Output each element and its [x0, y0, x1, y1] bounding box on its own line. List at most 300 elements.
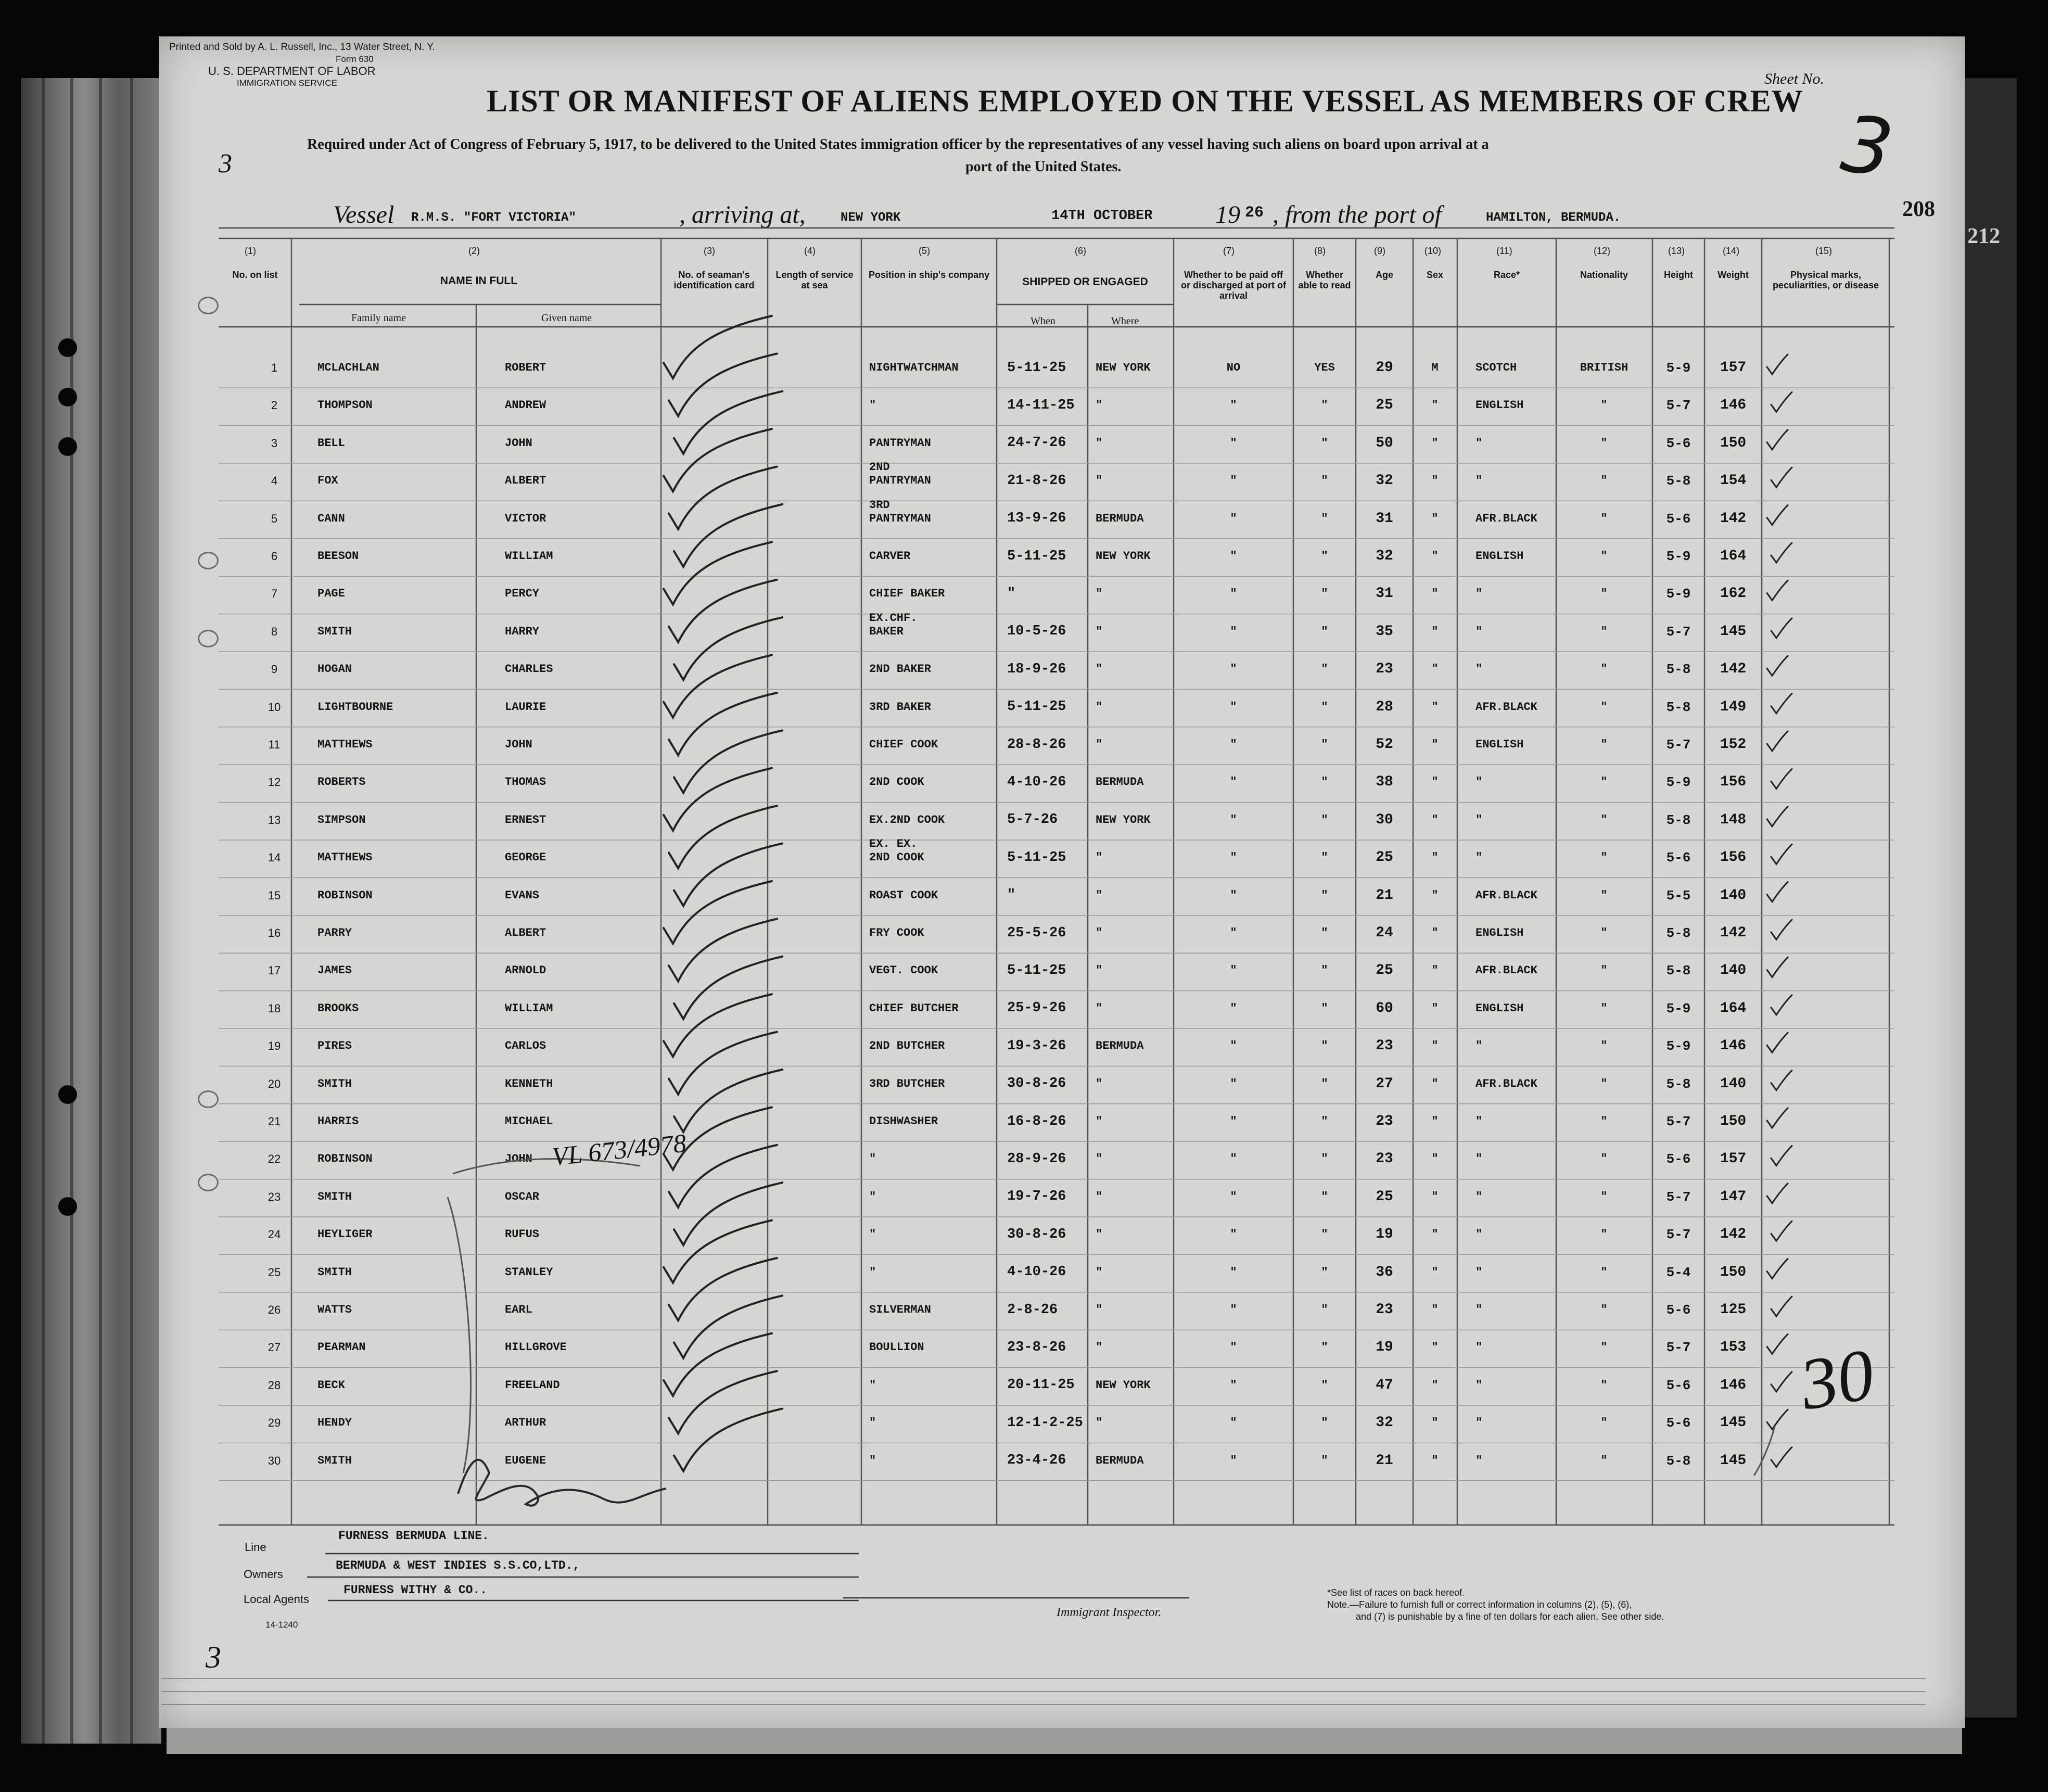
cell-when: 12-1-2-25	[1007, 1415, 1083, 1431]
cell-paid: "	[1230, 1454, 1237, 1467]
column-number: (15)	[1815, 246, 1833, 256]
cell-family: BECK	[317, 1378, 345, 1392]
cell-paid: "	[1230, 964, 1237, 977]
column-number: (6)	[1075, 246, 1086, 256]
cell-family: PARRY	[317, 926, 352, 939]
cell-nat: "	[1600, 851, 1608, 865]
cell-height: 5-9	[1666, 1000, 1691, 1016]
cell-nat: "	[1600, 1341, 1608, 1354]
cell-where: "	[1096, 1077, 1103, 1090]
cell-no: 1	[271, 361, 278, 374]
cell-family: FOX	[317, 474, 338, 488]
cell-pos2: "	[869, 1228, 876, 1241]
cell-family: WATTS	[317, 1303, 352, 1316]
cell-paid: "	[1230, 700, 1237, 714]
cell-paid: "	[1230, 1039, 1237, 1053]
cell-family: HEYLIGER	[317, 1228, 373, 1241]
cell-age: 35	[1376, 623, 1393, 640]
cell-given: ALBERT	[505, 926, 546, 939]
column-header: Nationality	[1580, 270, 1628, 280]
cell-height: 5-4	[1666, 1264, 1691, 1280]
cell-sex: "	[1431, 1378, 1439, 1392]
cell-no: 10	[268, 700, 281, 714]
cell-when: 4-10-26	[1007, 774, 1066, 790]
cell-pos2: "	[869, 1454, 876, 1467]
cell-age: 23	[1376, 1151, 1393, 1167]
cell-no: 25	[268, 1265, 281, 1279]
cell-nat: "	[1600, 625, 1608, 638]
cell-age: 27	[1376, 1075, 1393, 1092]
cell-paid: "	[1230, 888, 1237, 902]
column-header: Whether to be paid off or discharged at port of arrival	[1180, 270, 1287, 301]
cell-pos2: BAKER	[869, 625, 904, 638]
cell-given: VICTOR	[505, 512, 546, 525]
cell-given: CHARLES	[505, 663, 553, 676]
cell-weight: 157	[1720, 360, 1747, 376]
cell-given: LAURIE	[505, 700, 546, 714]
column-header: Height	[1664, 270, 1693, 280]
cell-height: 5-6	[1666, 1302, 1691, 1318]
cell-height: 5-6	[1666, 1415, 1691, 1431]
cell-paid: "	[1230, 512, 1237, 525]
cell-age: 25	[1376, 1188, 1393, 1205]
cell-weight: 152	[1720, 736, 1747, 753]
cell-height: 5-6	[1666, 850, 1691, 866]
cell-pos2: VEGT. COOK	[869, 964, 938, 977]
cell-no: 21	[268, 1115, 281, 1128]
cell-age: 28	[1376, 698, 1393, 715]
cell-paid: "	[1230, 1152, 1237, 1166]
cell-race: "	[1475, 1378, 1483, 1392]
cell-pos2: SILVERMAN	[869, 1303, 931, 1316]
subheader-given-name: Given name	[541, 312, 592, 324]
cell-height: 5-6	[1666, 1151, 1691, 1167]
column-header: Weight	[1718, 270, 1749, 280]
cell-race: AFR.BLACK	[1475, 512, 1537, 525]
cell-nat: "	[1600, 738, 1608, 751]
cell-sex: "	[1431, 776, 1439, 789]
cell-nat: "	[1600, 474, 1608, 488]
cell-when: 19-3-26	[1007, 1038, 1066, 1054]
cell-nat: "	[1600, 399, 1608, 412]
cell-height: 5-7	[1666, 1340, 1691, 1356]
cell-sex: "	[1431, 663, 1439, 676]
cell-age: 31	[1376, 510, 1393, 527]
form-number: 14-1240	[265, 1620, 298, 1630]
cell-where: "	[1096, 474, 1103, 488]
cell-pos2: 2ND COOK	[869, 776, 924, 789]
cell-age: 50	[1376, 435, 1393, 451]
page-subtitle: Required under Act of Congress of February 5, 1917, to be delivered to the United States immigration officer by the representatives of any vessel having such aliens on board upon arrival at a	[307, 136, 1489, 152]
cell-age: 31	[1376, 586, 1393, 602]
cell-weight: 149	[1720, 698, 1747, 715]
cell-race: ENGLISH	[1475, 1001, 1524, 1015]
cell-no: 18	[268, 1001, 281, 1015]
cell-pos2: 2ND BAKER	[869, 663, 931, 676]
cell-when: 5-11-25	[1007, 962, 1066, 978]
cell-height: 5-8	[1666, 812, 1691, 828]
cell-weight: 157	[1720, 1151, 1747, 1167]
cell-nat: "	[1600, 1454, 1608, 1467]
cell-race: ENGLISH	[1475, 926, 1524, 939]
cell-where: "	[1096, 1115, 1103, 1128]
cell-family: SMITH	[317, 1077, 352, 1090]
cell-when: 5-11-25	[1007, 849, 1066, 866]
cell-pos2: 3RD BUTCHER	[869, 1077, 945, 1090]
cell-pos2: ROAST COOK	[869, 888, 938, 902]
left-margin-number: 3	[219, 149, 232, 179]
cell-when: 30-8-26	[1007, 1226, 1066, 1242]
cell-no: 9	[271, 663, 278, 676]
column-header: Whether able to read	[1298, 270, 1351, 290]
sheet-number-label: Sheet No.	[1764, 70, 1824, 87]
cell-age: 29	[1376, 360, 1393, 376]
cell-where: BERMUDA	[1096, 1039, 1144, 1053]
cell-race: ENGLISH	[1475, 738, 1524, 751]
cell-read: "	[1321, 1341, 1328, 1354]
cell-nat: "	[1600, 1378, 1608, 1392]
cell-paid: "	[1230, 1341, 1237, 1354]
cell-read: "	[1321, 1001, 1328, 1015]
cell-read: "	[1321, 1454, 1328, 1467]
cell-age: 25	[1376, 397, 1393, 414]
cell-sex: "	[1431, 512, 1439, 525]
cell-given: RUFUS	[505, 1228, 540, 1241]
column-number: (1)	[245, 246, 256, 256]
column-number: (14)	[1723, 246, 1740, 256]
cell-age: 21	[1376, 1452, 1393, 1469]
cell-weight: 154	[1720, 473, 1747, 489]
cell-given: ARTHUR	[505, 1416, 546, 1430]
cell-where: "	[1096, 399, 1103, 412]
cell-sex: "	[1431, 926, 1439, 939]
cell-nat: "	[1600, 964, 1608, 977]
cell-paid: NO	[1226, 361, 1241, 374]
cell-weight: 140	[1720, 962, 1747, 979]
cell-given: MICHAEL	[505, 1115, 553, 1128]
cell-read: "	[1321, 738, 1328, 751]
cell-where: "	[1096, 1001, 1103, 1015]
cell-weight: 147	[1720, 1188, 1747, 1205]
cell-read: "	[1321, 1378, 1328, 1392]
cell-where: "	[1096, 964, 1103, 977]
cell-pos1: 3RD	[869, 498, 890, 512]
cell-weight: 145	[1720, 1452, 1747, 1469]
cell-race: "	[1475, 1152, 1483, 1166]
cell-sex: "	[1431, 474, 1439, 488]
cell-where: "	[1096, 1190, 1103, 1203]
cell-read: "	[1321, 1152, 1328, 1166]
stamped-page-number: 208	[1902, 197, 1935, 221]
cell-read: "	[1321, 1039, 1328, 1053]
cell-sex: "	[1431, 700, 1439, 714]
cell-family: MATTHEWS	[317, 851, 373, 865]
cell-when: 14-11-25	[1007, 397, 1075, 413]
cell-when: 24-7-26	[1007, 435, 1066, 451]
cell-race: "	[1475, 1115, 1483, 1128]
cell-age: 23	[1376, 1113, 1393, 1129]
cell-pos2: PANTRYMAN	[869, 474, 931, 488]
cell-nat: BRITISH	[1580, 361, 1629, 374]
cell-no: 27	[268, 1341, 281, 1354]
cell-when: 21-8-26	[1007, 473, 1066, 489]
cell-when: 28-8-26	[1007, 736, 1066, 753]
cell-pos2: CHIEF COOK	[869, 738, 938, 751]
fine-note: Note.—Failure to furnish full or correct information in columns (2), (5), (6),	[1327, 1599, 1632, 1610]
cell-pos2: BOULLION	[869, 1341, 924, 1354]
cell-read: "	[1321, 1077, 1328, 1090]
cell-race: "	[1475, 1190, 1483, 1203]
subheader-family-name: Family name	[351, 312, 406, 324]
cell-when: 5-11-25	[1007, 360, 1066, 376]
handwritten-total: 30	[1794, 1333, 1880, 1426]
cell-when: 20-11-25	[1007, 1377, 1075, 1393]
cell-weight: 142	[1720, 661, 1747, 678]
cell-race: ENGLISH	[1475, 399, 1524, 412]
cell-paid: "	[1230, 1115, 1237, 1128]
cell-height: 5-9	[1666, 1038, 1691, 1054]
cell-height: 5-8	[1666, 963, 1691, 979]
stamped-page-number: 212	[1967, 224, 2000, 248]
cell-given: JOHN	[505, 1152, 532, 1166]
cell-when: 23-8-26	[1007, 1339, 1066, 1355]
cell-paid: "	[1230, 1416, 1237, 1430]
arrival-date: 14TH OCTOBER	[1051, 208, 1153, 224]
column-number: (10)	[1424, 246, 1442, 256]
cell-age: 32	[1376, 548, 1393, 564]
cell-height: 5-8	[1666, 1076, 1691, 1092]
cell-race: "	[1475, 813, 1483, 827]
cell-read: "	[1321, 587, 1328, 601]
cell-age: 36	[1376, 1264, 1393, 1280]
agents-label: Local Agents	[244, 1593, 309, 1606]
cell-pos1: EX.CHF.	[869, 611, 918, 625]
cell-family: SMITH	[317, 1190, 352, 1203]
cell-nat: "	[1600, 1416, 1608, 1430]
cell-where: "	[1096, 851, 1103, 865]
cell-when: 5-11-25	[1007, 699, 1066, 715]
cell-nat: "	[1600, 1265, 1608, 1279]
cell-weight: 150	[1720, 1264, 1747, 1280]
cell-when: 4-10-26	[1007, 1264, 1066, 1280]
cell-where: BERMUDA	[1096, 1454, 1144, 1467]
cell-weight: 145	[1720, 1415, 1747, 1431]
cell-no: 26	[268, 1303, 281, 1316]
column-header: No. of seaman's identification card	[673, 270, 755, 290]
from-port: HAMILTON, BERMUDA.	[1486, 211, 1621, 225]
cell-no: 4	[271, 474, 278, 488]
cell-race: "	[1475, 1303, 1483, 1316]
cell-paid: "	[1230, 1190, 1237, 1203]
cell-pos2: CHIEF BUTCHER	[869, 1001, 959, 1015]
column-number: (12)	[1594, 246, 1611, 256]
cell-family: ROBERTS	[317, 776, 366, 789]
cell-height: 5-8	[1666, 662, 1691, 678]
cell-pos2: "	[869, 1190, 876, 1203]
page-title: LIST OR MANIFEST OF ALIENS EMPLOYED ON THE VESSEL AS MEMBERS OF CREW	[487, 84, 1803, 118]
cell-sex: "	[1431, 1190, 1439, 1203]
column-header: NAME IN FULL	[440, 275, 518, 287]
cell-when: 30-8-26	[1007, 1076, 1066, 1092]
cell-given: ARNOLD	[505, 964, 546, 977]
cell-pos2: 3RD BAKER	[869, 700, 931, 714]
cell-sex: "	[1431, 550, 1439, 563]
cell-weight: 156	[1720, 849, 1747, 866]
cell-race: "	[1475, 1416, 1483, 1430]
cell-weight: 164	[1720, 548, 1747, 564]
cell-family: SIMPSON	[317, 813, 366, 827]
cell-age: 21	[1376, 887, 1393, 904]
cell-family: HOGAN	[317, 663, 352, 676]
cell-race: AFR.BLACK	[1475, 700, 1537, 714]
column-number: (3)	[704, 246, 715, 256]
cell-nat: "	[1600, 1190, 1608, 1203]
cell-paid: "	[1230, 1001, 1237, 1015]
cell-age: 23	[1376, 1038, 1393, 1054]
cell-sex: M	[1431, 361, 1439, 374]
line-value: FURNESS BERMUDA LINE.	[338, 1529, 489, 1543]
cell-nat: "	[1600, 550, 1608, 563]
cell-no: 23	[268, 1190, 281, 1203]
cell-paid: "	[1230, 1303, 1237, 1316]
cell-height: 5-7	[1666, 398, 1691, 414]
arriving-label: , arriving at,	[679, 201, 806, 228]
cell-paid: "	[1230, 926, 1237, 939]
cell-where: NEW YORK	[1096, 550, 1151, 563]
cell-sex: "	[1431, 587, 1439, 601]
cell-given: WILLIAM	[505, 1001, 553, 1015]
cell-weight: 153	[1720, 1339, 1747, 1356]
page-subtitle-line2: port of the United States.	[965, 159, 1122, 175]
cell-race: "	[1475, 1228, 1483, 1241]
cell-height: 5-5	[1666, 887, 1691, 904]
cell-race: "	[1475, 587, 1483, 601]
cell-no: 12	[268, 776, 281, 789]
cell-where: "	[1096, 1303, 1103, 1316]
cell-height: 5-9	[1666, 774, 1691, 791]
cell-read: YES	[1314, 361, 1335, 374]
cell-given: HILLGROVE	[505, 1341, 567, 1354]
column-header: Age	[1375, 270, 1393, 280]
cell-height: 5-9	[1666, 549, 1691, 564]
cell-nat: "	[1600, 1039, 1608, 1053]
cell-height: 5-9	[1666, 586, 1691, 602]
cell-when: 5-7-26	[1007, 812, 1058, 828]
column-header: Position in ship's company	[868, 270, 990, 280]
column-number: (8)	[1314, 246, 1326, 256]
cell-family: BEESON	[317, 550, 359, 563]
cell-family: SMITH	[317, 1265, 352, 1279]
cell-pos2: 2ND BUTCHER	[869, 1039, 945, 1053]
cell-age: 47	[1376, 1377, 1393, 1393]
cell-given: ERNEST	[505, 813, 546, 827]
cell-sex: "	[1431, 1001, 1439, 1015]
column-number: (4)	[804, 246, 816, 256]
cell-weight: 146	[1720, 397, 1747, 414]
cell-where: "	[1096, 1265, 1103, 1279]
cell-paid: "	[1230, 813, 1237, 827]
cell-family: BELL	[317, 436, 345, 450]
cell-sex: "	[1431, 1077, 1439, 1090]
column-number: (11)	[1496, 246, 1512, 256]
cell-nat: "	[1600, 436, 1608, 450]
cell-where: "	[1096, 1228, 1103, 1241]
cell-weight: 148	[1720, 811, 1747, 828]
cell-age: 19	[1376, 1339, 1393, 1356]
cell-where: "	[1096, 700, 1103, 714]
cell-weight: 140	[1720, 1075, 1747, 1092]
fine-note-line2: and (7) is punishable by a fine of ten dollars for each alien. See other side.	[1356, 1611, 1664, 1622]
cell-paid: "	[1230, 474, 1237, 488]
cell-sex: "	[1431, 1152, 1439, 1166]
cell-sex: "	[1431, 625, 1439, 638]
cell-read: "	[1321, 474, 1328, 488]
cell-nat: "	[1600, 1077, 1608, 1090]
cell-paid: "	[1230, 851, 1237, 865]
cell-sex: "	[1431, 851, 1439, 865]
cell-paid: "	[1230, 776, 1237, 789]
cell-family: SMITH	[317, 625, 352, 638]
sheet-number-value: 3	[1836, 98, 1899, 195]
cell-family: BROOKS	[317, 1001, 359, 1015]
cell-given: EUGENE	[505, 1454, 546, 1467]
cell-age: 25	[1376, 962, 1393, 979]
cell-nat: "	[1600, 663, 1608, 676]
cell-sex: "	[1431, 1341, 1439, 1354]
cell-age: 24	[1376, 925, 1393, 941]
cell-family: PIRES	[317, 1039, 352, 1053]
cell-family: LIGHTBOURNE	[317, 700, 393, 714]
cell-sex: "	[1431, 436, 1439, 450]
cell-when: 23-4-26	[1007, 1453, 1066, 1469]
cell-read: "	[1321, 1303, 1328, 1316]
cell-family: SMITH	[317, 1454, 352, 1467]
cell-read: "	[1321, 851, 1328, 865]
cell-age: 23	[1376, 661, 1393, 678]
cell-race: "	[1475, 625, 1483, 638]
agents-value: FURNESS WITHY & CO..	[344, 1583, 488, 1597]
cell-family: PEARMAN	[317, 1341, 366, 1354]
races-note: *See list of races on back hereof.	[1327, 1587, 1465, 1598]
cell-read: "	[1321, 625, 1328, 638]
cell-sex: "	[1431, 1416, 1439, 1430]
cell-sex: "	[1431, 964, 1439, 977]
cell-when: 25-5-26	[1007, 925, 1066, 941]
cell-age: 25	[1376, 849, 1393, 866]
cell-weight: 145	[1720, 623, 1747, 640]
cell-no: 5	[271, 512, 278, 525]
cell-race: "	[1475, 663, 1483, 676]
cell-sex: "	[1431, 1454, 1439, 1467]
department-name: U. S. DEPARTMENT OF LABOR	[208, 65, 376, 78]
cell-given: FREELAND	[505, 1378, 560, 1392]
cell-when: 2-8-26	[1007, 1302, 1058, 1318]
cell-paid: "	[1230, 738, 1237, 751]
cell-height: 5-7	[1666, 624, 1691, 640]
cell-no: 29	[268, 1416, 281, 1430]
cell-paid: "	[1230, 550, 1237, 563]
cell-paid: "	[1230, 625, 1237, 638]
cell-read: "	[1321, 888, 1328, 902]
cell-where: "	[1096, 738, 1103, 751]
cell-read: "	[1321, 663, 1328, 676]
cell-no: 3	[271, 436, 278, 450]
subheader-where: Where	[1111, 315, 1139, 327]
cell-race: "	[1475, 436, 1483, 450]
cell-race: AFR.BLACK	[1475, 1077, 1537, 1090]
cell-weight: 146	[1720, 1377, 1747, 1393]
cell-read: "	[1321, 700, 1328, 714]
